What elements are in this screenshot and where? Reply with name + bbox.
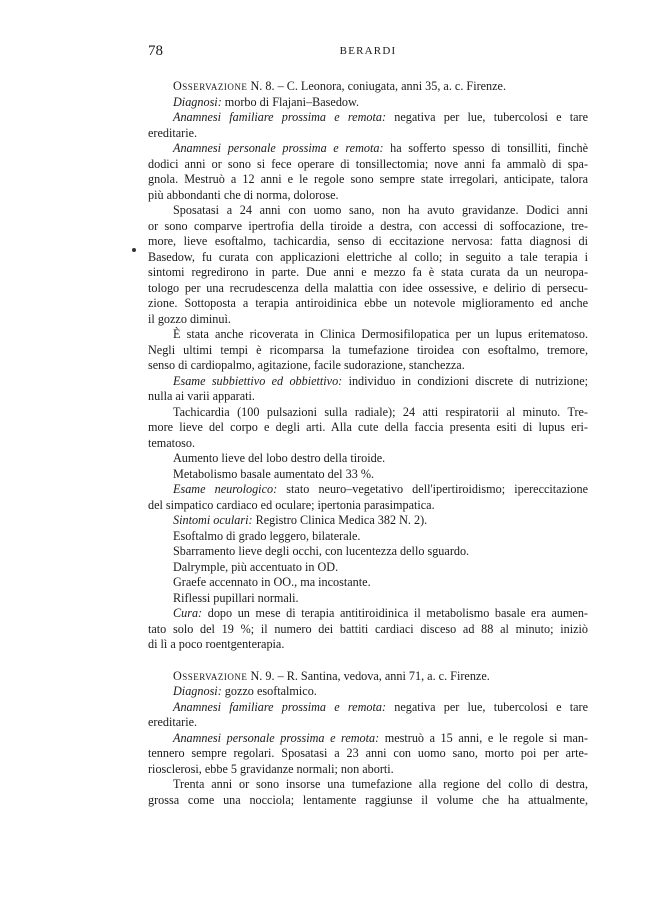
observation-8-line: Aumento lieve del lobo destro della tiroide. [173, 451, 386, 465]
page-number: 78 [148, 43, 163, 59]
margin-dot [132, 248, 136, 252]
observation-8-paragraph: È stata anche ricoverata in Clinica Dermosifilopatica per un lupus eritematoso. Negli ultimi tempi è ricomparsa la tumefazione tiroidea con esoftalmo, tremore, senso di cardiopalmo, agitazione, facile sudorazione, stanchezza. [148, 327, 588, 372]
observation-9-family-history: Anamnesi familiare prossima e remota: negativa per lue, tubercolosi e tare ereditarie. [148, 699, 588, 729]
body-text [148, 79, 588, 808]
observation-8-line: Riflessi pupillari normali. [173, 590, 299, 605]
observation-8-family-history: Anamnesi familiare prossima e remota: negativa per lue, tubercolosi e tare ereditarie. [148, 110, 588, 140]
observation-9-personal-history: Anamnesi personale prossima e remota: mestruò a 15 anni, e le regole si man- tennero sempre regolari. Sposatasi a 23 anni con uomo sano, morto poi per arte- riosclerosi, ebbe 5 gravidanze normali; non aborti. [148, 730, 588, 776]
page-header [148, 43, 588, 63]
section-gap [148, 653, 588, 669]
observation-8-examination: Esame subbiettivo ed obbiettivo: individuo in condizioni discrete di nutrizione; nulla ai varii apparati. [148, 373, 588, 403]
observation-9-diagnosis: Diagnosi: gozzo esoftalmico. [173, 684, 317, 698]
observation-8-diagnosis: Diagnosi: morbo di Flajani–Basedow. [173, 94, 360, 109]
observation-8-heading: Osservazione N. 8. – C. Leonora, coniugata, anni 35, a. c. Firenze. [173, 79, 507, 93]
observation-8-ocular-symptoms: Sintomi oculari: Registro Clinica Medica 382 N. 2). [173, 513, 428, 527]
observation-8-line: Graefe accennato in OO., ma incostante. [173, 575, 371, 589]
observation-8-paragraph: Sposatasi a 24 anni con uomo sano, non ha avuto gravidanze. Dodici anni or sono comparve ipertrofia della tiroide a destra, con accessi di soffocazione, tre- more, lieve esoftalmo, tachicardia, senso di eccitazione nervosa: fatta diagnosi di Basedow, fu curata con applicazioni elettriche al collo; in seguito a tale terapia i sintomi regredirono in parte. Due anni e mezzo fa è stata curata da un neuropa- tologo per una recrudescenza della malattia con idee ossessive, e delirio di persecu- zione. Sottoposta a terapia antiroidinica ebbe un notevole miglioramento ed anche il gozzo diminuì. [148, 203, 588, 326]
observation-8-line: Dalrymple, più accentuato in OD. [173, 559, 339, 574]
observation-8-personal-history: Anamnesi personale prossima e remota: ha sofferto spesso di tonsilliti, finchè dodici anni or sono si fece operare di tonsillectomia; nove anni fa ammalò di spa- gnola. Mestruò a 12 anni e le regole sono sempre state irregolari, anticipate, talora più abbondanti che di norma, dolorose. [148, 141, 588, 202]
observation-8-line: Esoftalmo di grado leggero, bilaterale. [173, 528, 361, 543]
observation-9-paragraph: Trenta anni or sono insorse una tumefazione alla regione del collo di destra, grossa come una nocciola; lentamente raggiunse il volume che ha attualmente, [148, 777, 588, 807]
observation-8-treatment: Cura: dopo un mese di terapia antitiroidinica il metabolismo basale era aumen- tato solo del 19 %; il numero dei battiti cardiaci disceso ad 88 al minuto; iniziò di lì a poco roentgenterapia. [148, 606, 588, 651]
running-head: BERARDI [339, 45, 397, 57]
observation-8-line: Metabolismo basale aumentato del 33 %. [173, 466, 375, 481]
observation-8-neurological-exam: Esame neurologico: stato neuro–vegetativo dell'ipertiroidismo; ipereccitazione del simpatico cardiaco ed oculare; ipertonia parasimpatica. [148, 482, 588, 512]
observation-8-line: Sbarramento lieve degli occhi, con lucentezza dello sguardo. [173, 544, 470, 558]
observation-8-paragraph: Tachicardia (100 pulsazioni sulla radiale); 24 atti respiratorii al minuto. Tre- more lieve del corpo e degli arti. Alla cute della faccia presenta esiti di lupus eri- tematoso. [148, 404, 588, 450]
observation-9-heading: Osservazione N. 9. – R. Santina, vedova, anni 71, a. c. Firenze. [173, 668, 490, 683]
